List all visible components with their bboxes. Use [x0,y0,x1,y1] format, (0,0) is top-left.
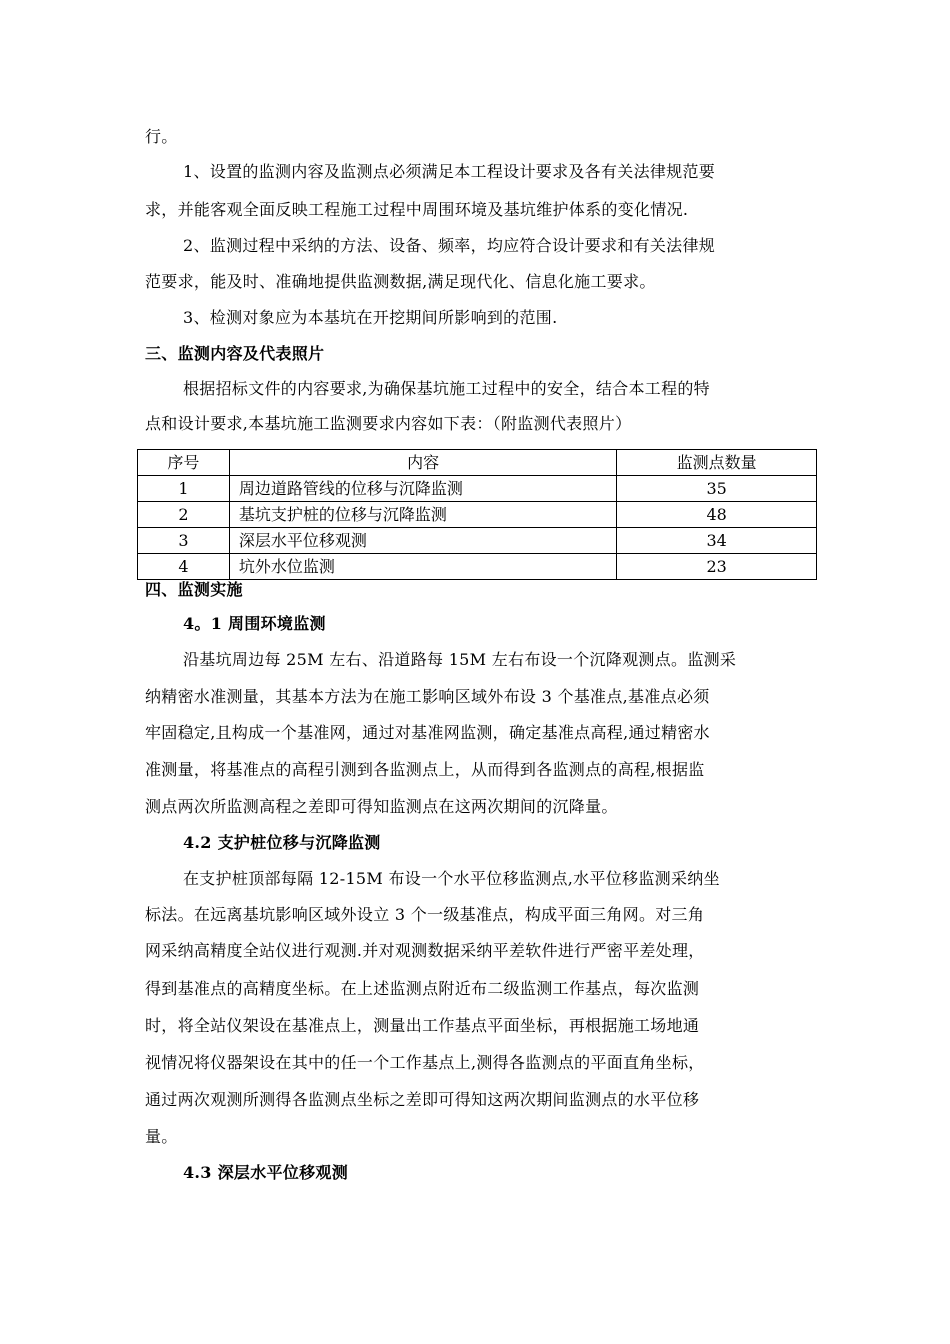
paragraph-line: 量。 [145,1127,178,1146]
paragraph-line: 沿基坑周边每 25M 左右、沿道路每 15M 左右布设一个沉降观测点。监测采 [183,650,737,669]
paragraph-line: 范要求，能及时、准确地提供监测数据,满足现代化、信息化施工要求。 [145,272,656,291]
table-cell: 2 [138,502,230,528]
subsection-heading: 4。1 周围环境监测 [183,614,326,633]
paragraph-line: 1、设置的监测内容及监测点必须满足本工程设计要求及各有关法律规范要 [183,162,716,181]
table-cell: 深层水平位移观测 [229,528,616,554]
table-cell: 坑外水位监测 [229,554,616,580]
table-cell: 35 [617,476,817,502]
table-cell: 3 [138,528,230,554]
table-row [138,554,817,580]
subsection-heading: 4.3 深层水平位移观测 [183,1163,349,1182]
paragraph-line: 行。 [145,127,178,146]
monitoring-table [137,449,817,580]
paragraph-line: 牢固稳定,且构成一个基准网，通过对基准网监测，确定基准点高程,通过精密水 [145,723,710,742]
table-cell: 1 [138,476,230,502]
table-cell: 基坑支护桩的位移与沉降监测 [229,502,616,528]
paragraph-line: 在支护桩顶部每隔 12-15M 布设一个水平位移监测点,水平位移监测采纳坐 [183,869,720,888]
table-cell: 48 [617,502,817,528]
paragraph-line: 根据招标文件的内容要求,为确保基坑施工过程中的安全，结合本工程的特 [183,379,710,398]
table-header-row [138,450,817,476]
paragraph-line: 通过两次观测所测得各监测点坐标之差即可得知这两次期间监测点的水平位移 [145,1090,700,1109]
paragraph-line: 纳精密水准测量，其基本方法为在施工影响区域外布设 3 个基准点,基准点必须 [145,687,710,706]
paragraph-line: 测点两次所监测高程之差即可得知监测点在这两次期间的沉降量。 [145,797,618,816]
table-cell: 23 [617,554,817,580]
paragraph-line: 点和设计要求,本基坑施工监测要求内容如下表：（附监测代表照片） [145,414,632,433]
table-cell: 4 [138,554,230,580]
table-row [138,528,817,554]
table-cell: 周边道路管线的位移与沉降监测 [229,476,616,502]
paragraph-line: 准测量，将基准点的高程引测到各监测点上，从而得到各监测点的高程,根据监 [145,760,705,779]
paragraph-line: 求，并能客观全面反映工程施工过程中周围环境及基坑维护体系的变化情况. [145,200,689,219]
paragraph-line: 视情况将仪器架设在其中的任一个工作基点上,测得各监测点的平面直角坐标， [145,1053,705,1072]
paragraph-line: 得到基准点的高精度坐标。在上述监测点附近布二级监测工作基点，每次监测 [145,979,700,998]
table-cell: 34 [617,528,817,554]
table-header-cell: 监测点数量 [617,450,817,476]
paragraph-line: 标法。在远离基坑影响区域外设立 3 个一级基准点，构成平面三角网。对三角 [145,905,705,924]
table-header-cell: 内容 [229,450,616,476]
paragraph-line: 2、监测过程中采纳的方法、设备、频率，均应符合设计要求和有关法律规 [183,236,716,255]
section-heading: 三、监测内容及代表照片 [145,344,325,363]
table-row [138,502,817,528]
subsection-heading: 4.2 支护桩位移与沉降监测 [183,833,381,852]
table-row [138,476,817,502]
table-header-cell: 序号 [138,450,230,476]
section-heading: 四、监测实施 [145,580,243,599]
paragraph-line: 时，将全站仪架设在基准点上，测量出工作基点平面坐标，再根据施工场地通 [145,1016,700,1035]
paragraph-line: 网采纳高精度全站仪进行观测.并对观测数据采纳平差软件进行严密平差处理， [145,941,705,960]
paragraph-line: 3、检测对象应为本基坑在开挖期间所影响到的范围. [183,308,558,327]
